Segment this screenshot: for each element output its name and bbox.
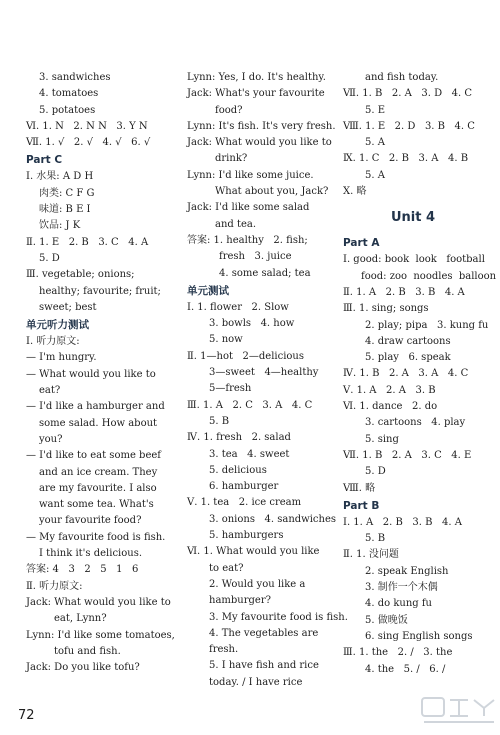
answer-line: fresh 3. juice	[219, 251, 292, 263]
answer-line: Ⅰ. 水果: A D H	[26, 171, 94, 183]
answer-line: 3. onions 4. sandwiches	[209, 513, 337, 525]
answer-line: 5. I have fish and rice	[209, 660, 319, 672]
answer-line: Jack: Do you like tofu?	[26, 662, 140, 674]
answer-line: Ⅲ. 1. the 2. / 3. the	[343, 647, 453, 659]
answer-line: sweet; best	[39, 301, 97, 313]
answer-line: Ⅷ. 1. E 2. D 3. B 4. C	[343, 120, 475, 132]
answer-line: Ⅱ. 1—hot 2—delicious	[187, 350, 305, 362]
answer-line: hamburger?	[209, 595, 271, 607]
answer-line: Ⅳ. 1. B 2. A 3. A 4. C	[343, 368, 469, 380]
answer-line: Ⅰ. good: book look football	[343, 254, 485, 266]
answer-line: — I'm hungry.	[26, 352, 97, 364]
answer-line: 3. bowls 4. how	[209, 318, 295, 330]
answer-line: Ⅲ. vegetable; onions;	[26, 269, 135, 281]
answer-line: 3—sweet 4—healthy	[209, 367, 319, 379]
answer-line: 5—fresh	[209, 383, 252, 395]
answer-line: and fish today.	[365, 72, 439, 83]
answer-line: 6. sing English songs	[365, 630, 473, 642]
answer-line: to eat?	[209, 562, 244, 574]
answer-line: Ⅰ. 1. A 2. B 3. B 4. A	[343, 516, 462, 528]
answer-line: tofu and fish.	[54, 645, 121, 657]
answer-line: 2. speak English	[365, 565, 449, 577]
answer-line: Ⅵ. 1. dance 2. do	[343, 401, 438, 413]
answer-line: 5. D	[39, 252, 60, 264]
answer-line: 答案: 4 3 2 5 1 6	[26, 564, 139, 576]
answer-line: Lynn: I'd like some juice.	[187, 169, 314, 181]
answer-line: are my favourite. I also	[39, 482, 157, 494]
answer-line: your favourite food?	[39, 515, 142, 527]
answer-line: Ⅲ. 1. sing; songs	[343, 303, 429, 315]
answer-line: and tea.	[215, 218, 257, 230]
answer-line: Ⅲ. 1. A 2. C 3. A 4. C	[187, 399, 313, 411]
answer-line: 5. sing	[365, 433, 399, 445]
answer-line: food?	[215, 104, 243, 116]
answer-line: 肉类: C F G	[39, 187, 95, 199]
answer-line: 3. sandwiches	[39, 72, 111, 83]
answer-line: 味道: B E I	[39, 204, 91, 216]
answer-line: Ⅵ. 1. What would you like	[187, 546, 320, 558]
answer-line: eat, Lynn?	[54, 613, 107, 625]
answer-line: 3. 制作一个木偶	[365, 582, 438, 594]
answer-line: Ⅳ. 1. fresh 2. salad	[187, 432, 291, 444]
section-heading: Part B	[343, 499, 380, 512]
answer-line: Ⅴ. 1. A 2. A 3. B	[343, 384, 436, 396]
answer-line: you?	[39, 433, 63, 445]
answer-line: 4. The vegetables are	[209, 627, 319, 639]
answer-line: Ⅹ. 略	[343, 186, 367, 198]
answer-line: healthy; favourite; fruit;	[39, 285, 161, 297]
section-heading: Part C	[26, 154, 63, 167]
answer-line: Jack: What would you like to	[187, 137, 332, 149]
answer-line: today. / I have rice	[209, 676, 303, 688]
answer-line: 5. A	[365, 169, 385, 181]
answer-column-right	[343, 70, 497, 678]
answer-line: — My favourite food is fish.	[26, 531, 166, 543]
section-heading: Unit 4	[390, 210, 436, 226]
answer-line: 2. Would you like a	[209, 578, 306, 590]
answer-line: and an ice cream. They	[39, 466, 158, 478]
answer-line: Lynn: Yes, I do. It's healthy.	[187, 72, 326, 83]
answer-line: 3. cartoons 4. play	[365, 417, 466, 429]
answer-line: drink?	[215, 153, 248, 165]
watermark-logo	[418, 694, 500, 732]
answer-line: Lynn: It's fish. It's very fresh.	[187, 120, 336, 132]
answer-line: 5. B	[209, 415, 230, 427]
answer-line: 4. tomatoes	[39, 88, 99, 100]
answer-line: 4. draw cartoons	[365, 335, 451, 347]
answer-line: I think it's delicious.	[39, 548, 143, 560]
section-heading: 单元听力测试	[26, 319, 89, 332]
answer-line: eat?	[39, 385, 61, 397]
answer-line: 5. D	[365, 466, 386, 478]
answer-column-middle	[187, 70, 348, 691]
section-heading: 单元测试	[187, 284, 229, 297]
answer-line: Ⅷ. 略	[343, 482, 376, 494]
page-number: 72	[18, 708, 35, 723]
answer-line: Ⅶ. 1. B 2. A 3. C 4. E	[343, 449, 472, 461]
answer-line: 4. the 5. / 6. /	[365, 663, 446, 675]
answer-line: 5. play 6. speak	[365, 352, 451, 364]
answer-line: Ⅰ. 听力原文:	[26, 336, 80, 348]
answer-line: Jack: What's your favourite	[187, 88, 325, 100]
answer-line: 5. now	[209, 334, 243, 346]
answer-line: fresh.	[209, 644, 239, 656]
answer-line: Ⅱ. 1. 没问题	[343, 549, 399, 561]
answer-column-left	[26, 70, 175, 676]
answer-line: 3. tea 4. sweet	[209, 448, 290, 460]
answer-line: Ⅱ. 听力原文:	[26, 580, 83, 592]
answer-line: What about you, Jack?	[215, 186, 329, 198]
answer-line: some salad. How about	[39, 417, 158, 429]
answer-line: 4. do kung fu	[365, 598, 432, 610]
answer-line: 5. delicious	[209, 464, 267, 476]
answer-line: Ⅰ. 1. flower 2. Slow	[187, 301, 289, 313]
answer-line: food: zoo noodles balloon	[361, 270, 497, 282]
answer-line: Jack: I'd like some salad	[187, 202, 310, 214]
answer-line: 5. B	[365, 533, 386, 545]
answer-line: 5. potatoes	[39, 104, 96, 116]
answer-line: Ⅴ. 1. tea 2. ice cream	[187, 497, 302, 509]
answer-line: Ⅶ. 1. B 2. A 3. D 4. C	[343, 88, 472, 100]
answer-line: Ⅱ. 1. E 2. B 3. C 4. A	[26, 236, 149, 248]
section-heading: Part A	[343, 237, 380, 250]
answer-line: 2. play; pipa 3. kung fu	[365, 319, 489, 331]
answer-line: Ⅸ. 1. C 2. B 3. A 4. B	[343, 153, 469, 165]
answer-line: 5. hamburgers	[209, 530, 284, 542]
answer-line: Jack: What would you like to	[26, 596, 171, 608]
answer-line: — I'd like to eat some beef	[26, 450, 161, 462]
answer-line: 饮品: J K	[39, 220, 81, 232]
answer-line: Ⅶ. 1. √ 2. √ 4. √ 6. √	[26, 137, 151, 149]
answer-line: — I'd like a hamburger and	[26, 401, 165, 413]
answer-line: Lynn: I'd like some tomatoes,	[26, 629, 175, 641]
answer-line: 3. My favourite food is fish.	[209, 611, 348, 623]
answer-line: 答案: 1. healthy 2. fish;	[187, 234, 308, 246]
answer-line: Ⅱ. 1. A 2. B 3. B 4. A	[343, 286, 465, 298]
answer-line: — What would you like to	[26, 368, 156, 380]
answer-line: want some tea. What's	[39, 499, 154, 511]
answer-line: 4. some salad; tea	[219, 267, 311, 279]
answer-line: 5. E	[365, 104, 386, 116]
answer-line: Ⅵ. 1. N 2. N N 3. Y N	[26, 120, 148, 132]
answer-line: 5. A	[365, 137, 385, 149]
answer-line: 6. hamburger	[209, 481, 279, 493]
answer-line: 5. 做晚饭	[365, 614, 408, 626]
